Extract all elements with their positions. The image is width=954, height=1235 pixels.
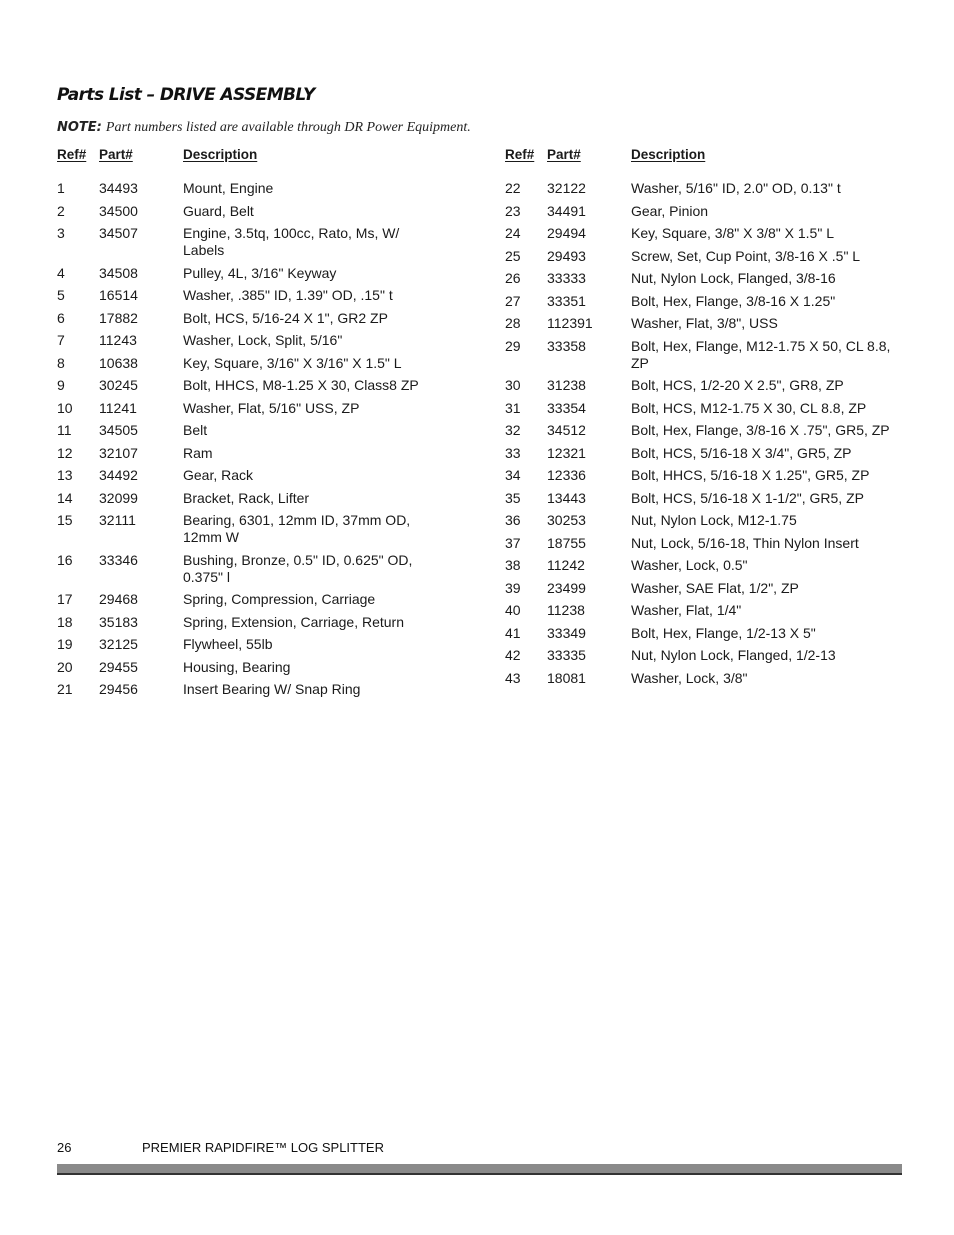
table-row (505, 670, 905, 693)
parts-table-left (57, 147, 437, 704)
description-cell: Washer, Flat, 5/16" USS, ZP (183, 399, 360, 416)
description-cell: Mount, Engine (183, 180, 274, 196)
ref-cell: 33 (505, 444, 521, 461)
ref-cell: 9 (57, 377, 65, 393)
description-cell: Gear, Pinion (631, 202, 709, 219)
description-cell: Bolt, HCS, 1/2-20 X 2.5", GR8, ZP (631, 377, 844, 393)
part-number-cell: 34492 (99, 467, 138, 483)
description-cell: Screw, Set, Cup Point, 3/8-16 X .5" L (631, 247, 861, 264)
part-number-cell: 10638 (99, 354, 138, 371)
ref-cell: 32 (505, 422, 521, 438)
ref-cell: 15 (57, 512, 73, 528)
description-cell: Spring, Compression, Carriage (183, 591, 376, 607)
part-number-cell: 13443 (547, 489, 586, 506)
table-row (505, 490, 905, 513)
table-row (57, 681, 437, 704)
description-cell: Key, Square, 3/8" X 3/8" X 1.5" L (631, 225, 834, 241)
description-cell: Nut, Nylon Lock, M12-1.75 (631, 512, 797, 528)
table-row (505, 248, 905, 271)
description-cell: Housing, Bearing (183, 658, 291, 675)
header-description: Description (183, 147, 258, 162)
part-number-cell: 33351 (547, 292, 586, 309)
part-number-cell: 34500 (99, 202, 138, 219)
table-header (505, 147, 905, 165)
description-cell: Nut, Nylon Lock, Flanged, 3/8-16 (631, 270, 836, 286)
table-row (57, 355, 437, 378)
part-number-cell: 16514 (99, 287, 138, 303)
part-number-cell: 32111 (99, 512, 136, 528)
table-row (57, 225, 437, 265)
ref-cell: 3 (57, 225, 65, 241)
ref-cell: 17 (57, 591, 73, 607)
description-cell: Insert Bearing W/ Snap Ring (183, 681, 361, 697)
table-row (57, 614, 437, 637)
part-number-cell: 32099 (99, 489, 138, 506)
description-cell: Washer, Flat, 3/8", USS (631, 315, 778, 331)
table-row (505, 180, 905, 203)
table-row (505, 293, 905, 316)
description-cell: Bolt, Hex, Flange, 1/2-13 X 5" (631, 624, 816, 641)
part-number-cell: 18755 (547, 534, 586, 551)
table-row (505, 422, 905, 445)
part-number-cell: 29494 (547, 225, 586, 241)
page-footer (57, 1140, 384, 1155)
description-cell: Nut, Nylon Lock, Flanged, 1/2-13 (631, 647, 836, 663)
part-number-cell: 34491 (547, 202, 586, 219)
description-cell: Nut, Lock, 5/16-18, Thin Nylon Insert (631, 534, 859, 551)
description-cell: Bushing, Bronze, 0.5" ID, 0.625" OD, 0.375" l (183, 551, 413, 585)
part-number-cell: 11238 (547, 602, 585, 618)
ref-cell: 4 (57, 264, 65, 281)
part-number-cell: 33333 (547, 270, 586, 286)
table-row (57, 203, 437, 226)
ref-cell: 10 (57, 399, 73, 416)
ref-cell: 41 (505, 624, 521, 641)
part-number-cell: 30253 (547, 512, 586, 528)
description-cell: Bolt, HCS, M12-1.75 X 30, CL 8.8, ZP (631, 399, 867, 416)
table-row (57, 636, 437, 659)
table-row (505, 580, 905, 603)
part-number-cell: 34512 (547, 422, 586, 438)
part-number-cell: 30245 (99, 377, 138, 393)
part-number-cell: 32122 (547, 180, 586, 196)
part-number-cell: 33354 (547, 399, 586, 416)
table-row (57, 265, 437, 288)
description-cell: Bolt, HHCS, 5/16-18 X 1.25", GR5, ZP (631, 467, 870, 483)
part-number-cell: 11243 (99, 332, 137, 348)
description-cell: Washer, Flat, 1/4" (631, 602, 742, 618)
ref-cell: 1 (57, 180, 65, 196)
ref-cell: 19 (57, 636, 73, 652)
table-header (57, 147, 437, 165)
description-cell: Guard, Belt (183, 202, 254, 219)
page-number: 26 (57, 1140, 72, 1155)
description-cell: Washer, SAE Flat, 1/2", ZP (631, 579, 799, 596)
ref-cell: 27 (505, 292, 521, 309)
description-cell: Washer, 5/16" ID, 2.0" OD, 0.13" t (631, 180, 841, 196)
ref-cell: 23 (505, 202, 521, 219)
part-number-cell: 34508 (99, 264, 138, 281)
table-row (505, 315, 905, 338)
part-number-cell: 31238 (547, 377, 586, 393)
description-cell: Flywheel, 55lb (183, 636, 273, 652)
description-cell: Bolt, Hex, Flange, 3/8-16 X 1.25" (631, 292, 836, 309)
part-number-cell: 11241 (99, 399, 137, 416)
table-body (57, 180, 437, 704)
header-description: Description (631, 147, 706, 162)
table-row (505, 270, 905, 293)
description-cell: Key, Square, 3/16" X 3/16" X 1.5" L (183, 354, 402, 371)
table-row (505, 602, 905, 625)
ref-cell: 38 (505, 557, 521, 573)
header-ref: Ref# (505, 147, 535, 162)
part-number-cell: 32107 (99, 444, 138, 461)
ref-cell: 43 (505, 669, 521, 686)
table-row (505, 377, 905, 400)
ref-cell: 11 (57, 422, 72, 438)
part-number-cell: 18081 (547, 669, 586, 686)
table-row (505, 203, 905, 226)
table-row (57, 310, 437, 333)
description-cell: Spring, Extension, Carriage, Return (183, 613, 404, 630)
table-row (57, 467, 437, 490)
ref-cell: 14 (57, 489, 73, 506)
ref-cell: 34 (505, 467, 521, 483)
part-number-cell: 29456 (99, 681, 138, 697)
part-number-cell: 34507 (99, 225, 138, 241)
ref-cell: 21 (57, 681, 73, 697)
table-row (57, 512, 437, 552)
ref-cell: 22 (505, 180, 521, 196)
description-cell: Washer, Lock, 3/8" (631, 669, 748, 686)
part-number-cell: 12321 (547, 444, 586, 461)
part-number-cell: 29468 (99, 591, 138, 607)
table-row (57, 400, 437, 423)
part-number-cell: 29455 (99, 658, 138, 675)
description-cell: Washer, Lock, Split, 5/16" (183, 332, 343, 348)
table-row (505, 557, 905, 580)
ref-cell: 6 (57, 309, 65, 326)
ref-cell: 31 (505, 399, 521, 416)
part-number-cell: 34505 (99, 422, 138, 438)
ref-cell: 36 (505, 512, 521, 528)
description-cell: Bolt, HHCS, M8-1.25 X 30, Class8 ZP (183, 377, 419, 393)
ref-cell: 18 (57, 613, 73, 630)
header-ref: Ref# (57, 147, 87, 162)
page-title: Parts List – DRIVE ASSEMBLY (57, 85, 315, 105)
part-number-cell: 34493 (99, 180, 138, 196)
description-cell: Washer, Lock, 0.5" (631, 557, 748, 573)
part-number-cell: 17882 (99, 309, 138, 326)
ref-cell: 16 (57, 551, 73, 568)
description-cell: Belt (183, 422, 208, 438)
part-number-cell: 32125 (99, 636, 138, 652)
part-number-cell: 33349 (547, 624, 586, 641)
table-row (505, 647, 905, 670)
parts-table-right (505, 147, 905, 692)
note-label: NOTE: (57, 120, 102, 135)
table-row (505, 512, 905, 535)
table-row (505, 445, 905, 468)
part-number-cell: 35183 (99, 613, 138, 630)
part-number-cell: 23499 (547, 579, 586, 596)
ref-cell: 39 (505, 579, 521, 596)
description-cell: Pulley, 4L, 3/16" Keyway (183, 264, 337, 281)
table-row (57, 490, 437, 513)
table-row (57, 552, 437, 592)
ref-cell: 40 (505, 602, 521, 618)
ref-cell: 30 (505, 377, 521, 393)
description-cell: Bolt, HCS, 5/16-24 X 1", GR2 ZP (183, 309, 388, 326)
description-cell: Bolt, Hex, Flange, 3/8-16 X .75", GR5, ZP (631, 422, 890, 438)
table-row (57, 445, 437, 468)
ref-cell: 29 (505, 337, 521, 354)
part-number-cell: 11242 (547, 557, 585, 573)
ref-cell: 26 (505, 270, 521, 286)
table-row (505, 535, 905, 558)
ref-cell: 25 (505, 247, 521, 264)
table-row (505, 400, 905, 423)
description-cell: Engine, 3.5tq, 100cc, Rato, Ms, W/ Labels (183, 225, 400, 258)
table-row (505, 225, 905, 248)
table-row (57, 332, 437, 355)
part-number-cell: 12336 (547, 467, 586, 483)
ref-cell: 35 (505, 489, 521, 506)
ref-cell: 2 (57, 202, 65, 219)
ref-cell: 24 (505, 225, 521, 241)
note-text: Part numbers listed are available through DR Power Equipment. (105, 120, 471, 135)
description-cell: Gear, Rack (183, 467, 254, 483)
description-cell: Bracket, Rack, Lifter (183, 489, 310, 506)
ref-cell: 5 (57, 287, 65, 303)
header-part: Part# (99, 147, 133, 162)
table-row (57, 377, 437, 400)
table-row (505, 467, 905, 490)
table-row (505, 625, 905, 648)
description-cell: Bolt, HCS, 5/16-18 X 3/4", GR5, ZP (631, 444, 852, 461)
ref-cell: 7 (57, 332, 65, 348)
ref-cell: 13 (57, 467, 73, 483)
part-number-cell: 33346 (99, 551, 138, 568)
ref-cell: 28 (505, 315, 521, 331)
part-number-cell: 112391 (547, 315, 593, 331)
ref-cell: 8 (57, 354, 65, 371)
table-row (57, 287, 437, 310)
description-cell: Bolt, HCS, 5/16-18 X 1-1/2", GR5, ZP (631, 489, 864, 506)
table-row (57, 422, 437, 445)
description-cell: Bearing, 6301, 12mm ID, 37mm OD, 12mm W (183, 512, 411, 545)
ref-cell: 42 (505, 647, 521, 663)
part-number-cell: 29493 (547, 247, 586, 264)
table-row (57, 180, 437, 203)
product-name: PREMIER RAPIDFIRE™ LOG SPLITTER (142, 1140, 384, 1155)
note (57, 120, 471, 136)
table-row (505, 338, 905, 378)
footer-rule (57, 1164, 902, 1175)
ref-cell: 12 (57, 444, 73, 461)
table-body (505, 180, 905, 692)
description-cell: Ram (183, 444, 213, 461)
part-number-cell: 33335 (547, 647, 586, 663)
ref-cell: 20 (57, 658, 73, 675)
table-row (57, 591, 437, 614)
description-cell: Washer, .385" ID, 1.39" OD, .15" t (183, 287, 393, 303)
part-number-cell: 33358 (547, 337, 586, 354)
ref-cell: 37 (505, 534, 521, 551)
table-row (57, 659, 437, 682)
header-part: Part# (547, 147, 581, 162)
description-cell: Bolt, Hex, Flange, M12-1.75 X 50, CL 8.8, ZP (631, 337, 891, 371)
